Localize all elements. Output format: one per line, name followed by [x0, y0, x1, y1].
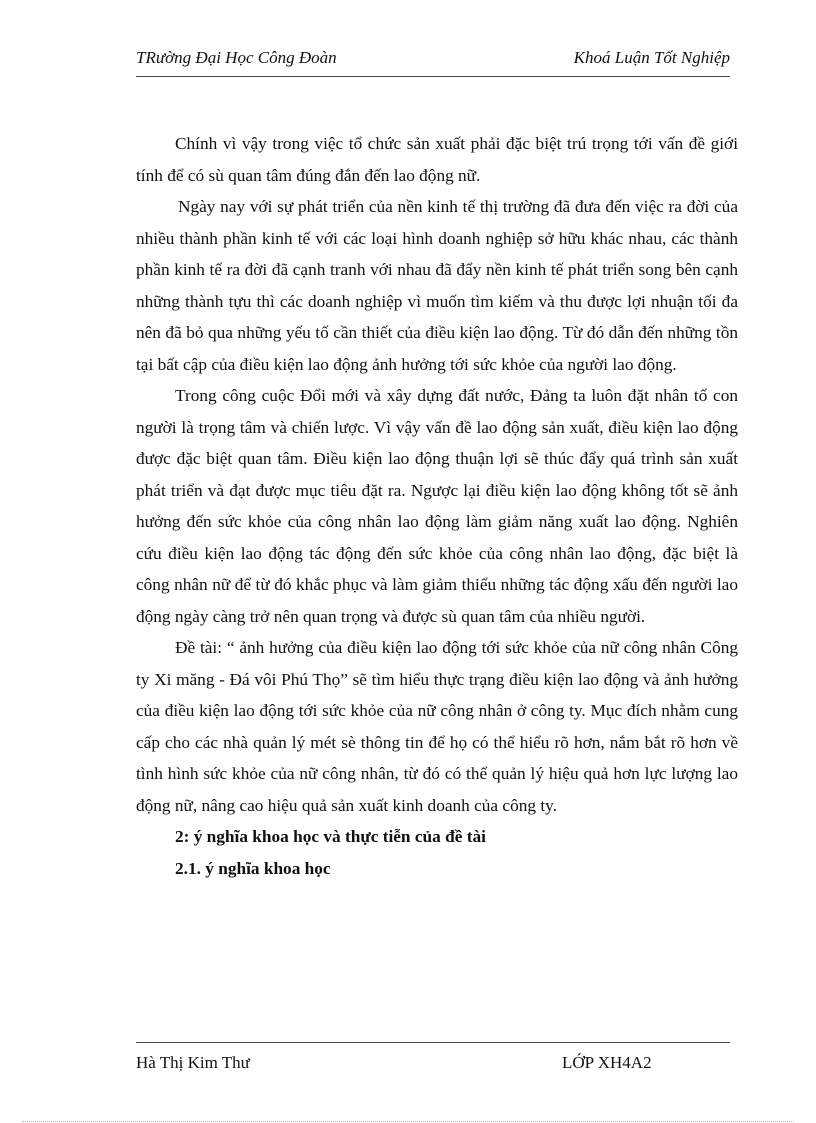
page-bottom-edge	[22, 1121, 794, 1122]
footer-divider	[136, 1042, 730, 1043]
document-body	[136, 128, 738, 884]
paragraph-1: Chính vì vậy trong việc tổ chức sản xuất phải đặc biệt trú trọng tới vấn đề giới tính để có sù quan tâm đúng đắn đến lao động nữ.	[136, 134, 738, 185]
footer-class-name: LỚP XH4A2	[562, 1053, 652, 1072]
paragraph-3: Trong công cuộc Đổi mới và xây dựng đất nước, Đảng ta luôn đặt nhân tố con người là trọng tâm và chiến lược. Vì vậy vấn đề lao động sản xuất, điều kiện lao động được đặc biệt quan tâm. Điều kiện lao động thuận lợi sẽ thúc đẩy quá trình sản xuất phát triển và đạt được mục tiêu đặt ra. Ngược lại điều kiện lao động không tốt sẽ ảnh hưởng đến sức khỏe của công nhân lao động làm giảm năng xuất lao động. Nghiên cứu điều kiện lao động tác động đến sức khỏe của công nhân lao động, đặc biệt là công nhân nữ để từ đó khắc phục và làm giảm thiểu những tác động xấu đến người lao động ngày càng trở nên quan trọng và được sù quan tâm của nhiều người.	[136, 386, 738, 626]
paragraph-2: Ngày nay với sự phát triển của nền kinh tế thị trường đã đưa đến việc ra đời của nhiều thành phần kinh tế với các loại hình doanh nghiệp sở hữu khác nhau, các thành phần kinh tế ra đời đã cạnh tranh với nhau đã đẩy nền kinh tế phát triển song bên cạnh những thành tựu thì các doanh nghiệp vì muốn tìm kiếm và thu được lợi nhuận tối đa nên đã bỏ qua những yếu tố cần thiết của điều kiện lao động. Từ đó dẫn đến những tồn tại bất cập của điều kiện lao động ảnh hưởng tới sức khỏe của người lao động.	[136, 197, 738, 374]
page-header	[136, 48, 730, 74]
paragraph-4: Đề tài: “ ảnh hưởng của điều kiện lao động tới sức khỏe của nữ công nhân Công ty Xi măng - Đá vôi Phú Thọ” sẽ tìm hiểu thực trạng điều kiện lao động và ảnh hưởng của điều kiện lao động tới sức khỏe của nữ công nhân ở công ty. Mục đích nhằm cung cấp cho các nhà quản lý mét sè thông tin để họ có thể hiểu rõ hơn, nắm bắt rõ hơn về tình hình sức khỏe của nữ công nhân, từ đó có thể quản lý hiệu quả hơn lực lượng lao động nữ, nâng cao hiệu quả sản xuất kinh doanh của công ty.	[136, 638, 738, 815]
header-school-name: TRường Đại Học Công Đoàn	[136, 48, 337, 67]
header-divider	[136, 76, 730, 77]
section-heading: 2: ý nghĩa khoa học và thực tiễn của đề tài	[175, 827, 486, 846]
subsection-heading: 2.1. ý nghĩa khoa học	[175, 858, 331, 878]
header-document-type: Khoá Luận Tốt Nghiệp	[573, 48, 730, 67]
footer-author-name: Hà Thị Kim Thư	[136, 1053, 250, 1072]
